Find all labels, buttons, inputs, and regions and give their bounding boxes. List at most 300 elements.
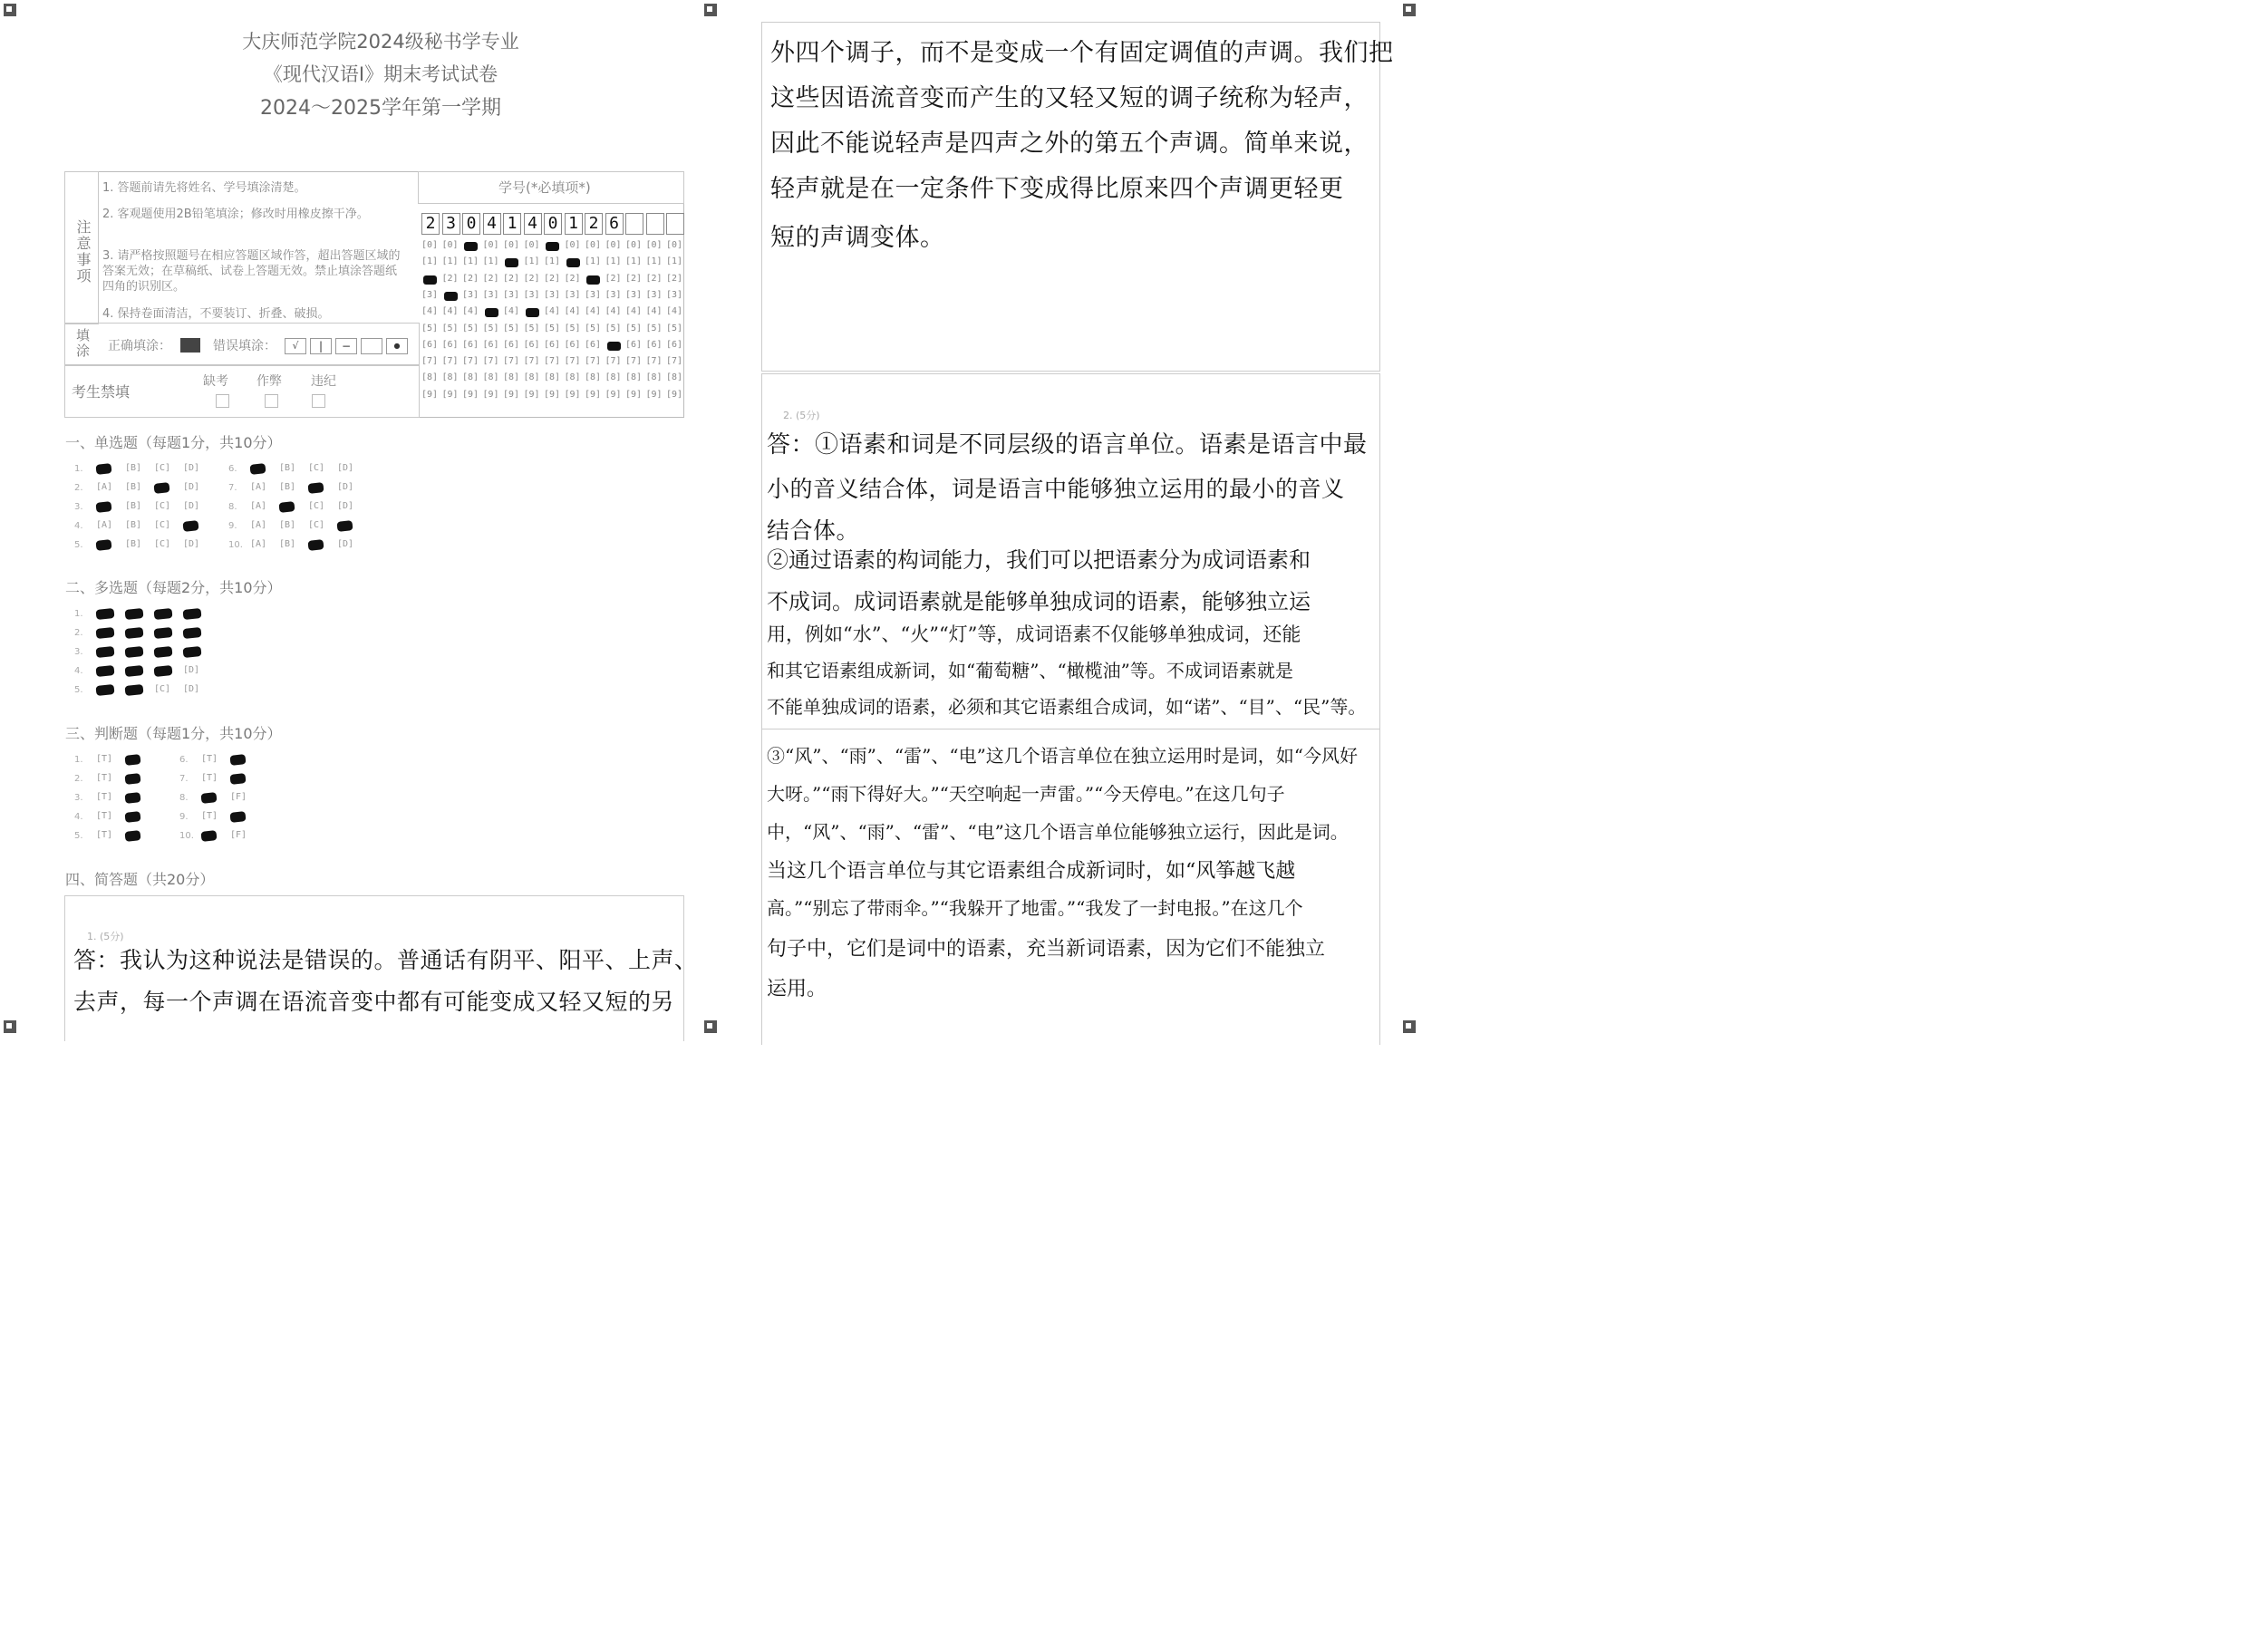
student-id-bubble: [6]: [666, 339, 683, 350]
student-id-digit-box: 4: [483, 213, 501, 235]
single-question-number: 6.: [228, 464, 237, 474]
single-option: [D]: [183, 539, 200, 549]
student-id-bubble: [0]: [441, 240, 459, 250]
multi-answer-mark: [95, 608, 114, 620]
student-id-bubble: [7]: [544, 356, 561, 367]
proctor-label: 考生禁填: [72, 383, 131, 401]
student-id-bubble: [9]: [585, 389, 602, 400]
student-id-bubble: [2]: [523, 273, 540, 284]
single-question-number: 7.: [228, 483, 237, 493]
section-short-answer-title: 四、简答题（共20分）: [65, 871, 215, 888]
student-id-bubble: [4]: [666, 306, 683, 317]
tf-question-number: 2.: [74, 774, 83, 784]
single-option: [B]: [125, 482, 142, 492]
student-id-bubble: [6]: [462, 339, 479, 350]
multi-answer-mark: [95, 646, 114, 658]
tf-option: [T]: [96, 754, 113, 764]
wrong-fill-sample-dot: ●: [386, 338, 408, 354]
section-true-false-title: 三、判断题（每题1分，共10分）: [65, 725, 282, 742]
student-id-bubble: [1]: [441, 256, 459, 267]
student-id-bubble: [7]: [482, 356, 499, 367]
student-id-bubble: [6]: [482, 339, 499, 350]
tf-question-number: 1.: [74, 755, 83, 765]
proctor-absent-label: 缺考: [203, 374, 228, 389]
student-id-bubble: [5]: [666, 323, 683, 333]
student-id-bubble: [1]: [421, 256, 439, 267]
tf-question-number: 6.: [179, 755, 189, 765]
single-answer-mark: [278, 501, 295, 513]
single-option: [A]: [96, 520, 113, 530]
multi-question-number: 2.: [74, 628, 83, 638]
q2-line-4: ②通过语素的构词能力，我们可以把语素分为成词语素和: [767, 547, 1311, 573]
single-option: [B]: [279, 520, 296, 530]
q1-score-label: 1. (5分): [87, 931, 124, 942]
tf-option: [T]: [96, 811, 113, 821]
single-option: [A]: [250, 520, 267, 530]
student-id-bubble: [5]: [523, 323, 540, 333]
student-id-digit-box: [646, 213, 664, 235]
proctor-violation-checkbox[interactable]: [312, 394, 325, 408]
student-id-bubble: [2]: [441, 273, 459, 284]
student-id-bubble: [5]: [564, 323, 581, 333]
single-option: [A]: [250, 501, 267, 511]
tf-option: [T]: [201, 773, 218, 783]
multi-question-number: 5.: [74, 685, 83, 695]
tf-answer-mark: [229, 754, 246, 766]
single-option: [B]: [279, 539, 296, 549]
student-id-bubble-filled: [546, 242, 559, 251]
tf-option: [T]: [96, 773, 113, 783]
student-id-bubble: [4]: [421, 306, 439, 317]
student-id-bubble-filled: [607, 342, 621, 351]
tf-question-number: 8.: [179, 793, 189, 803]
q2-line-1: 答：①语素和词是不同层级的语言单位。语素是语言中最: [767, 431, 1368, 459]
single-option: [A]: [250, 539, 267, 549]
student-id-bubble: [0]: [585, 240, 602, 250]
multi-question-number: 1.: [74, 609, 83, 619]
student-id-bubble: [0]: [625, 240, 643, 250]
student-id-bubble: [8]: [523, 372, 540, 383]
student-id-bubble: [1]: [625, 256, 643, 267]
student-id-bubble: [0]: [482, 240, 499, 250]
q2-score-label: 2. (5分): [783, 410, 820, 421]
single-question-number: 8.: [228, 502, 237, 512]
single-option: [C]: [308, 501, 325, 511]
student-id-bubble: [9]: [645, 389, 663, 400]
single-answer-mark: [249, 463, 266, 475]
student-id-bubble: [8]: [544, 372, 561, 383]
student-id-bubble: [7]: [625, 356, 643, 367]
exam-school-title: 大庆师范学院2024级秘书学专业: [242, 31, 519, 53]
student-id-bubble: [8]: [564, 372, 581, 383]
q1-cont-line-3: 因此不能说轻声是四声之外的第五个声调。简单来说，: [770, 130, 1369, 158]
corner-mark-bottom-right: [1403, 1020, 1416, 1033]
student-id-bubble: [3]: [585, 289, 602, 300]
student-id-bubble: [4]: [544, 306, 561, 317]
q3-line-3: 中，“风”、“雨”、“雷”、“电”这几个语言单位能够独立运行，因此是词。: [767, 821, 1349, 843]
tf-answer-mark: [124, 830, 140, 842]
q3-line-7: 运用。: [767, 978, 827, 1000]
student-id-bubble: [1]: [544, 256, 561, 267]
student-id-bubble: [4]: [605, 306, 622, 317]
tf-answer-mark: [124, 792, 140, 804]
single-answer-mark: [95, 539, 111, 551]
student-id-bubble: [6]: [544, 339, 561, 350]
tf-answer-mark: [229, 773, 246, 785]
tf-answer-mark: [229, 811, 246, 823]
student-id-bubble: [9]: [625, 389, 643, 400]
student-id-bubble: [3]: [666, 289, 683, 300]
single-question-number: 9.: [228, 521, 237, 531]
student-id-bubble: [9]: [421, 389, 439, 400]
single-option: [A]: [96, 482, 113, 492]
student-id-digit-box: 4: [524, 213, 542, 235]
tf-question-number: 9.: [179, 812, 189, 822]
student-id-bubble: [1]: [605, 256, 622, 267]
student-id-bubble-filled: [526, 308, 539, 317]
wrong-fill-sample-empty: [361, 338, 382, 354]
single-question-number: 1.: [74, 464, 83, 474]
student-id-bubble: [8]: [503, 372, 520, 383]
single-answer-mark: [307, 539, 324, 551]
single-option: [B]: [125, 463, 142, 473]
student-id-bubble: [7]: [462, 356, 479, 367]
single-option: [C]: [308, 520, 325, 530]
student-id-bubble: [3]: [605, 289, 622, 300]
single-option: [D]: [337, 482, 354, 492]
wrong-fill-sample-bar: |: [310, 338, 332, 354]
student-id-bubble: [8]: [625, 372, 643, 383]
corner-mark-bottom-left: [4, 1020, 16, 1033]
tf-question-number: 10.: [179, 831, 194, 841]
student-id-bubble: [2]: [544, 273, 561, 284]
single-option: [B]: [279, 463, 296, 473]
single-option: [A]: [250, 482, 267, 492]
proctor-cheat-label: 作弊: [256, 374, 282, 389]
tf-question-number: 7.: [179, 774, 189, 784]
proctor-violation-label: 违纪: [311, 374, 336, 389]
single-option: [B]: [125, 501, 142, 511]
single-option: [B]: [125, 520, 142, 530]
student-id-bubble: [2]: [645, 273, 663, 284]
student-id-bubble: [5]: [585, 323, 602, 333]
tf-answer-mark: [124, 754, 140, 766]
student-id-bubble: [0]: [503, 240, 520, 250]
proctor-absent-checkbox[interactable]: [216, 394, 229, 408]
multi-answer-mark: [95, 665, 114, 677]
student-id-label: 学号(*必填项*): [498, 179, 591, 196]
student-id-bubble: [2]: [666, 273, 683, 284]
multi-question-number: 4.: [74, 666, 83, 676]
student-id-bubble: [2]: [625, 273, 643, 284]
student-id-bubble: [5]: [503, 323, 520, 333]
student-id-bubble: [2]: [462, 273, 479, 284]
multi-answer-mark: [124, 665, 143, 677]
student-id-bubble: [8]: [666, 372, 683, 383]
single-answer-mark: [182, 520, 198, 532]
tf-answer-mark: [124, 773, 140, 785]
student-id-bubble: [4]: [441, 306, 459, 317]
student-id-bubble: [3]: [523, 289, 540, 300]
student-id-bubble-filled: [444, 292, 458, 301]
student-id-digit-box: 1: [565, 213, 583, 235]
student-id-bubble: [6]: [421, 339, 439, 350]
tf-question-number: 5.: [74, 831, 83, 841]
q3-line-1: ③“风”、“雨”、“雷”、“电”这几个语言单位在独立运用时是词，如“今风好: [767, 745, 1359, 767]
student-id-bubble: [0]: [564, 240, 581, 250]
multi-answer-mark: [124, 608, 143, 620]
student-id-bubble: [9]: [564, 389, 581, 400]
multi-answer-mark: [124, 646, 143, 658]
multi-question-number: 3.: [74, 647, 83, 657]
q3-line-5: 高。”“别忘了带雨伞。”“我躲开了地雷。”“我发了一封电报。”在这几个: [767, 897, 1303, 919]
single-answer-mark: [336, 520, 353, 532]
single-answer-mark: [153, 482, 169, 494]
notice-item-1: 1. 答题前请先将姓名、学号填涂清楚。: [102, 181, 306, 195]
student-id-bubble: [6]: [503, 339, 520, 350]
student-id-bubble: [3]: [645, 289, 663, 300]
student-id-bubble: [7]: [666, 356, 683, 367]
student-id-bubble: [5]: [482, 323, 499, 333]
student-id-bubble: [3]: [462, 289, 479, 300]
student-id-bubble: [9]: [482, 389, 499, 400]
q1-cont-line-2: 这些因语流音变而产生的又轻又短的调子统称为轻声，: [770, 84, 1369, 112]
tf-question-number: 4.: [74, 812, 83, 822]
student-id-bubble: [8]: [482, 372, 499, 383]
multi-answer-mark: [153, 665, 172, 677]
student-id-bubble: [2]: [605, 273, 622, 284]
student-id-bubble: [8]: [645, 372, 663, 383]
corner-mark-top-right: [1403, 4, 1416, 16]
student-id-bubble: [3]: [503, 289, 520, 300]
corner-mark-top-left: [4, 4, 16, 16]
single-option: [D]: [337, 463, 354, 473]
multi-answer-mark: [153, 627, 172, 639]
student-id-digit-box: 3: [442, 213, 460, 235]
student-id-bubble: [4]: [625, 306, 643, 317]
student-id-bubble: [7]: [441, 356, 459, 367]
single-option: [D]: [183, 501, 200, 511]
multi-answer-mark: [182, 627, 201, 639]
student-id-bubble: [5]: [544, 323, 561, 333]
single-question-number: 4.: [74, 521, 83, 531]
section-multi-choice-title: 二、多选题（每题2分，共10分）: [65, 579, 282, 596]
multi-option: [C]: [154, 684, 171, 694]
student-id-bubble: [3]: [482, 289, 499, 300]
student-id-bubble: [8]: [462, 372, 479, 383]
single-question-number: 3.: [74, 502, 83, 512]
single-option: [D]: [337, 501, 354, 511]
q1-handwriting-line-2: 去声，每一个声调在语流音变中都有可能变成又轻又短的另: [73, 989, 675, 1015]
q3-line-4: 当这几个语言单位与其它语素组合成新词时，如“风筝越飞越: [767, 860, 1296, 883]
q2-line-3: 结合体。: [767, 517, 860, 544]
student-id-bubble: [1]: [585, 256, 602, 267]
proctor-cheat-checkbox[interactable]: [265, 394, 278, 408]
single-answer-mark: [95, 501, 111, 513]
wrong-fill-label: 错误填涂：: [213, 339, 276, 353]
wrong-fill-sample-dash: −: [335, 338, 357, 354]
multi-answer-mark: [153, 646, 172, 658]
q2-line-5: 不成词。成词语素就是能够单独成词的语素，能够独立运: [767, 589, 1311, 614]
student-id-bubble: [1]: [482, 256, 499, 267]
single-question-number: 10.: [228, 540, 243, 550]
student-id-bubble: [7]: [503, 356, 520, 367]
student-id-bubble: [6]: [564, 339, 581, 350]
tf-answer-mark: [124, 811, 140, 823]
correct-fill-sample: [180, 338, 200, 353]
student-id-bubble: [5]: [645, 323, 663, 333]
student-id-bubble: [1]: [666, 256, 683, 267]
student-id-digit-box: [625, 213, 643, 235]
student-id-bubble-filled: [566, 258, 580, 267]
student-id-bubble: [6]: [523, 339, 540, 350]
student-id-bubble: [9]: [462, 389, 479, 400]
section-single-choice-title: 一、单选题（每题1分，共10分）: [65, 434, 282, 451]
student-id-bubble: [5]: [462, 323, 479, 333]
tf-option: [F]: [230, 830, 247, 840]
student-id-bubble: [0]: [605, 240, 622, 250]
student-id-bubble: [3]: [544, 289, 561, 300]
tf-answer-mark: [200, 830, 217, 842]
multi-answer-mark: [124, 684, 143, 696]
student-id-digit-box: 2: [421, 213, 440, 235]
student-id-bubble: [3]: [564, 289, 581, 300]
student-id-bubble: [6]: [645, 339, 663, 350]
multi-answer-mark: [95, 627, 114, 639]
tf-answer-mark: [200, 792, 217, 804]
student-id-bubble: [5]: [441, 323, 459, 333]
student-id-bubble: [0]: [666, 240, 683, 250]
single-option: [B]: [279, 482, 296, 492]
student-id-bubble: [4]: [585, 306, 602, 317]
student-id-digit-box: [666, 213, 684, 235]
single-option: [C]: [154, 463, 171, 473]
corner-mark-bottom-middle: [704, 1020, 717, 1033]
student-id-bubble-filled: [485, 308, 498, 317]
notice-item-3: 3. 请严格按照题号在相应答题区域作答，超出答题区域的答案无效；在草稿纸、试卷上答题无效。禁止填涂答题纸四角的识别区。: [102, 249, 401, 294]
notice-item-2: 2. 客观题使用2B铅笔填涂；修改时用橡皮擦干净。: [102, 208, 369, 221]
wrong-fill-sample-check: √: [285, 338, 306, 354]
student-id-bubble: [1]: [645, 256, 663, 267]
student-id-digit-box: 2: [585, 213, 603, 235]
student-id-bubble: [9]: [605, 389, 622, 400]
notice-item-4: 4. 保持卷面清洁，不要装订、折叠、破损。: [102, 307, 330, 321]
notice-label: 注意事项: [74, 219, 92, 285]
student-id-bubble: [8]: [605, 372, 622, 383]
single-option: [C]: [308, 463, 325, 473]
single-option: [D]: [183, 482, 200, 492]
student-id-bubble: [8]: [421, 372, 439, 383]
multi-answer-mark: [95, 684, 114, 696]
student-id-bubble: [5]: [625, 323, 643, 333]
student-id-bubble: [2]: [503, 273, 520, 284]
student-id-bubble: [1]: [523, 256, 540, 267]
q3-line-6: 句子中，它们是词中的语素，充当新词语素，因为它们不能独立: [767, 938, 1326, 961]
q1-handwriting-line-1: 答：我认为这种说法是错误的。普通话有阴平、阳平、上声、: [73, 947, 698, 973]
student-id-bubble: [1]: [462, 256, 479, 267]
student-id-bubble: [5]: [605, 323, 622, 333]
student-id-digit-box: 1: [503, 213, 521, 235]
student-id-bubble: [7]: [605, 356, 622, 367]
student-id-bubble-filled: [586, 275, 600, 285]
student-id-bubble: [4]: [645, 306, 663, 317]
multi-option: [D]: [183, 665, 200, 675]
student-id-bubble: [7]: [585, 356, 602, 367]
single-option: [C]: [154, 520, 171, 530]
student-id-bubble: [0]: [421, 240, 439, 250]
student-id-bubble: [6]: [585, 339, 602, 350]
student-id-bubble: [7]: [523, 356, 540, 367]
q2-line-2: 小的音义结合体，词是语言中能够独立运用的最小的音义: [767, 476, 1345, 502]
q1-cont-line-1: 外四个调子，而不是变成一个有固定调值的声调。我们把: [770, 39, 1394, 67]
student-id-digit-box: 0: [462, 213, 480, 235]
student-id-bubble: [6]: [625, 339, 643, 350]
student-id-bubble: [5]: [421, 323, 439, 333]
student-id-bubble: [3]: [625, 289, 643, 300]
fill-label: 填涂: [74, 328, 91, 359]
student-id-bubble: [2]: [482, 273, 499, 284]
student-id-bubble: [9]: [503, 389, 520, 400]
multi-answer-mark: [153, 608, 172, 620]
single-option: [B]: [125, 539, 142, 549]
student-id-bubble: [6]: [441, 339, 459, 350]
tf-question-number: 3.: [74, 793, 83, 803]
tf-option: [T]: [201, 754, 218, 764]
q1-cont-line-5: 短的声调变体。: [770, 224, 945, 252]
multi-answer-mark: [124, 627, 143, 639]
single-answer-mark: [95, 463, 111, 475]
q3-line-2: 大呀。”“雨下得好大。”“天空响起一声雷。”“今天停电。”在这几句子: [767, 783, 1285, 805]
corner-mark-top-middle: [704, 4, 717, 16]
tf-option: [T]: [96, 830, 113, 840]
q2-line-8: 不能单独成词的语素，必须和其它语素组合成词，如“诺”、“目”、“民”等。: [767, 696, 1367, 718]
student-id-bubble-filled: [423, 275, 437, 285]
student-id-bubble: [8]: [441, 372, 459, 383]
student-id-bubble: [7]: [645, 356, 663, 367]
single-question-number: 5.: [74, 540, 83, 550]
student-id-bubble: [8]: [585, 372, 602, 383]
q1-cont-line-4: 轻声就是在一定条件下变成得比原来四个声调更轻更: [770, 175, 1344, 203]
single-option: [C]: [154, 539, 171, 549]
exam-course-title: 《现代汉语I》期末考试试卷: [263, 63, 498, 85]
student-id-digit-box: 0: [544, 213, 562, 235]
exam-term-title: 2024～2025学年第一学期: [260, 97, 501, 120]
student-id-bubble: [9]: [523, 389, 540, 400]
student-id-bubble: [4]: [503, 306, 520, 317]
q2-line-6: 用，例如“水”、“火”“灯”等，成词语素不仅能够单独成词，还能: [767, 623, 1301, 645]
student-id-bubble: [3]: [421, 289, 439, 300]
student-id-bubble-filled: [464, 242, 478, 251]
student-id-bubble: [4]: [564, 306, 581, 317]
single-answer-mark: [307, 482, 324, 494]
single-question-number: 2.: [74, 483, 83, 493]
student-id-bubble: [0]: [523, 240, 540, 250]
student-id-bubble: [4]: [462, 306, 479, 317]
multi-answer-mark: [182, 608, 201, 620]
student-id-bubble: [9]: [441, 389, 459, 400]
student-id-bubble: [9]: [666, 389, 683, 400]
student-id-bubble: [2]: [564, 273, 581, 284]
student-id-bubble-filled: [505, 258, 518, 267]
multi-answer-mark: [182, 646, 201, 658]
student-id-bubble: [7]: [421, 356, 439, 367]
q2-line-7: 和其它语素组成新词，如“葡萄糖”、“橄榄油”等。不成词语素就是: [767, 660, 1293, 681]
tf-option: [T]: [201, 811, 218, 821]
tf-option: [F]: [230, 792, 247, 802]
single-option: [C]: [154, 501, 171, 511]
tf-option: [T]: [96, 792, 113, 802]
student-id-bubble: [0]: [645, 240, 663, 250]
